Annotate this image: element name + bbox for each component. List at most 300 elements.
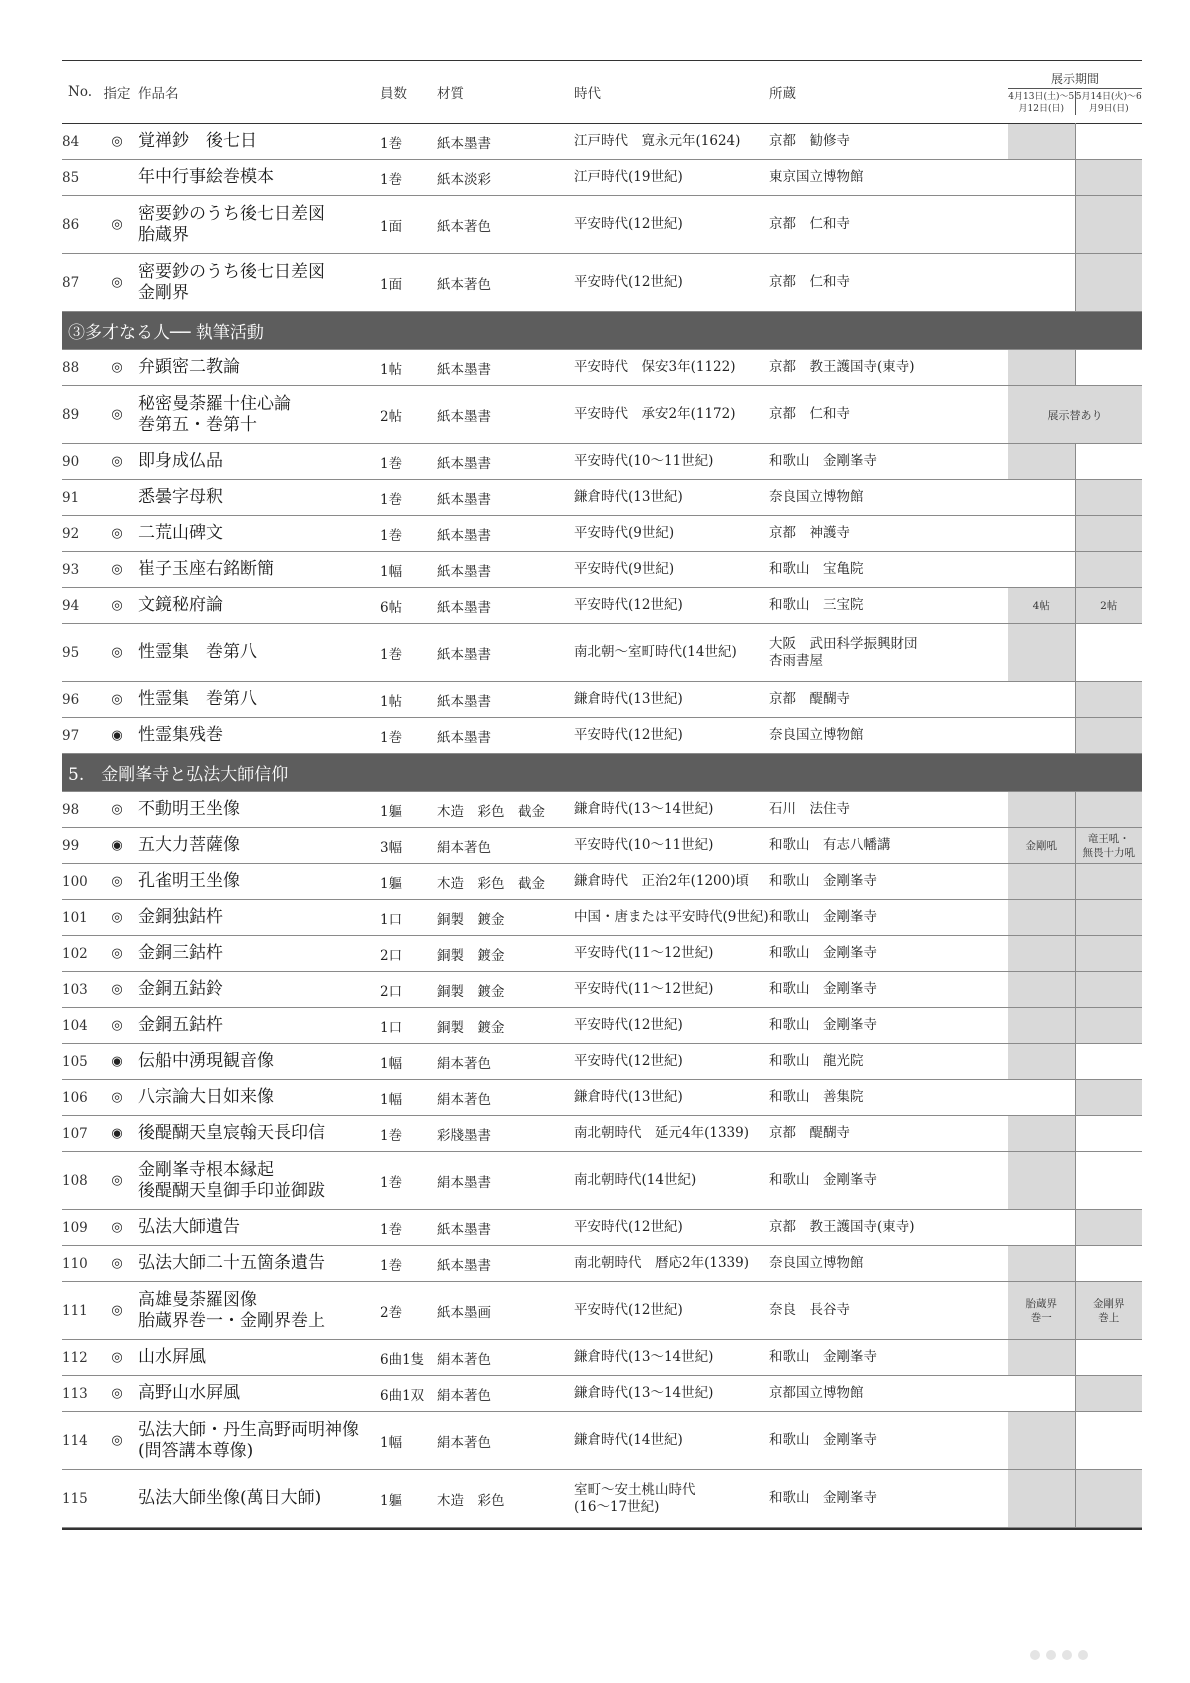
line: 南北朝～室町時代(14世紀) — [574, 644, 737, 660]
item-material: 紙本墨書 — [437, 563, 491, 580]
item-quantity: 1巻 — [380, 527, 403, 544]
line: 平安時代(11～12世紀) — [574, 981, 714, 997]
table-row — [62, 864, 1142, 900]
item-quantity: 1巻 — [380, 1174, 403, 1191]
period-2-note: 竜王吼・ 無畏十力吼 — [1075, 828, 1142, 864]
period-2-cell — [1075, 936, 1142, 972]
header-title: 作品名 — [138, 86, 179, 102]
line: 密要鈔のうち後七日差図 — [138, 203, 325, 224]
table-body — [62, 124, 1142, 1528]
line: 弁顕密二教論 — [138, 357, 240, 377]
period-1-cell — [1008, 718, 1075, 754]
period-1-cell — [1008, 936, 1075, 972]
item-title — [138, 386, 380, 444]
item-quantity: 6曲1双 — [380, 1387, 425, 1404]
item-owner — [769, 124, 1008, 160]
item-era — [574, 682, 769, 718]
line: 伝船中湧現観音像 — [138, 1051, 274, 1071]
line: 後醍醐天皇御手印並御跋 — [138, 1180, 325, 1201]
table-row — [62, 1282, 1142, 1340]
line: 平安時代(12世紀) — [574, 274, 683, 290]
item-era — [574, 160, 769, 196]
item-material: 木造 彩色 截金 — [437, 875, 545, 892]
item-owner — [769, 1080, 1008, 1116]
period-2-cell — [1075, 1412, 1142, 1470]
item-number: 98 — [62, 801, 80, 818]
line: 奈良国立博物館 — [769, 489, 864, 505]
item-quantity: 2帖 — [380, 408, 403, 425]
period-2-cell — [1075, 718, 1142, 754]
table-row — [62, 386, 1142, 444]
table-row — [62, 1246, 1142, 1282]
period-2-cell — [1075, 552, 1142, 588]
line: 和歌山 善集院 — [769, 1089, 864, 1105]
period-2-cell — [1075, 1152, 1142, 1210]
header-no: No. — [68, 84, 92, 100]
line: 和歌山 金剛峯寺 — [769, 981, 877, 997]
line: 石川 法住寺 — [769, 801, 850, 817]
line: 東京国立博物館 — [769, 169, 864, 185]
line: 和歌山 三宝院 — [769, 597, 864, 613]
item-number: 104 — [62, 1017, 88, 1034]
item-owner — [769, 1470, 1008, 1528]
item-owner — [769, 936, 1008, 972]
period-2-cell — [1075, 480, 1142, 516]
line: 杏雨書屋 — [769, 652, 823, 669]
designation-mark: ◉ — [111, 728, 123, 743]
item-number: 100 — [62, 873, 88, 890]
period-2-note: 2帖 — [1075, 588, 1142, 624]
item-era — [574, 1152, 769, 1210]
designation-mark: ◎ — [111, 217, 123, 232]
footer-dot — [1062, 1650, 1072, 1660]
item-era — [574, 792, 769, 828]
item-material: 絹本著色 — [437, 839, 491, 856]
item-owner — [769, 1210, 1008, 1246]
table-row — [62, 718, 1142, 754]
period-2-cell — [1075, 900, 1142, 936]
designation-mark: ◉ — [111, 1054, 123, 1069]
line: 和歌山 金剛峯寺 — [769, 453, 877, 469]
designation-mark: ◎ — [111, 526, 123, 541]
period-2-cell — [1075, 1116, 1142, 1152]
item-quantity: 2口 — [380, 947, 403, 964]
item-era — [574, 1282, 769, 1340]
item-title — [138, 516, 380, 552]
period-1-cell — [1008, 160, 1075, 196]
item-owner — [769, 444, 1008, 480]
period-2-cell — [1075, 1470, 1142, 1528]
line: 金銅五鈷鈴 — [138, 979, 223, 999]
exhibit-list-sheet — [62, 60, 1142, 1528]
period-2-cell — [1075, 254, 1142, 312]
item-title — [138, 552, 380, 588]
item-material: 紙本墨書 — [437, 408, 491, 425]
item-owner — [769, 828, 1008, 864]
period-1-note: 金剛吼 — [1008, 828, 1075, 864]
item-title — [138, 444, 380, 480]
designation-mark: ◎ — [111, 1018, 123, 1033]
table-row — [62, 1340, 1142, 1376]
line: 京都 神護寺 — [769, 525, 850, 541]
line: 平安時代 保安3年(1122) — [574, 359, 736, 375]
item-material: 紙本墨書 — [437, 729, 491, 746]
item-material: 紙本墨書 — [437, 527, 491, 544]
period-2-cell — [1075, 972, 1142, 1008]
line: 和歌山 宝亀院 — [769, 561, 864, 577]
item-era — [574, 864, 769, 900]
table-row — [62, 828, 1142, 864]
item-number: 105 — [62, 1053, 88, 1070]
period-2-cell — [1075, 1340, 1142, 1376]
designation-mark: ◎ — [111, 1386, 123, 1401]
item-material: 紙本墨書 — [437, 599, 491, 616]
item-era — [574, 718, 769, 754]
item-quantity: 1帖 — [380, 361, 403, 378]
period-2-cell — [1075, 160, 1142, 196]
period-2-cell — [1075, 792, 1142, 828]
item-number: 99 — [62, 837, 80, 854]
item-title — [138, 1116, 380, 1152]
item-owner — [769, 972, 1008, 1008]
line: 平安時代(11～12世紀) — [574, 945, 714, 961]
item-material: 紙本墨書 — [437, 361, 491, 378]
period-1-note: 胎蔵界 巻一 — [1008, 1282, 1075, 1340]
item-quantity: 1幅 — [380, 563, 403, 580]
line: 金銅独鈷杵 — [138, 907, 223, 927]
item-owner — [769, 386, 1008, 444]
period-2-cell — [1075, 682, 1142, 718]
table-row — [62, 1412, 1142, 1470]
item-owner — [769, 624, 1008, 682]
designation-mark: ◎ — [111, 562, 123, 577]
period-1-cell — [1008, 972, 1075, 1008]
item-quantity: 1巻 — [380, 1127, 403, 1144]
period-2-cell — [1075, 1080, 1142, 1116]
line: 平安時代(9世紀) — [574, 525, 675, 541]
period-1-cell — [1008, 682, 1075, 718]
line: 和歌山 金剛峯寺 — [769, 1490, 877, 1506]
item-title — [138, 588, 380, 624]
item-number: 112 — [62, 1349, 88, 1366]
item-number: 85 — [62, 169, 80, 186]
item-title — [138, 864, 380, 900]
header-designation: 指定 — [103, 86, 131, 102]
item-number: 90 — [62, 453, 80, 470]
line: 八宗論大日如来像 — [138, 1087, 274, 1107]
period-1-cell — [1008, 1044, 1075, 1080]
line: 和歌山 龍光院 — [769, 1053, 864, 1069]
designation-mark: ◎ — [111, 360, 123, 375]
item-title — [138, 1470, 380, 1528]
item-era — [574, 972, 769, 1008]
item-title — [138, 350, 380, 386]
item-number: 110 — [62, 1255, 88, 1272]
item-material: 絹本著色 — [437, 1387, 491, 1404]
item-era — [574, 480, 769, 516]
line: 胎蔵界 — [138, 224, 189, 245]
item-material: 紙本墨書 — [437, 693, 491, 710]
section-header — [62, 312, 1142, 350]
footer-decoration — [1030, 1650, 1088, 1660]
item-era — [574, 552, 769, 588]
item-title — [138, 1210, 380, 1246]
table-row — [62, 516, 1142, 552]
line: 山水屛風 — [138, 1347, 206, 1367]
item-owner — [769, 552, 1008, 588]
item-quantity: 1軀 — [380, 875, 403, 892]
line: 年中行事絵巻模本 — [138, 167, 274, 187]
designation-mark: ◎ — [111, 407, 123, 422]
header-era: 時代 — [574, 86, 601, 102]
designation-mark — [96, 1470, 138, 1528]
designation-mark — [96, 480, 138, 516]
table-row — [62, 160, 1142, 196]
item-era — [574, 900, 769, 936]
line: 京都 教王護国寺(東寺) — [769, 359, 915, 375]
line: 金銅三鈷杵 — [138, 943, 223, 963]
table-row — [62, 254, 1142, 312]
item-quantity: 1巻 — [380, 1257, 403, 1274]
line: 鎌倉時代(13～14世紀) — [574, 1349, 714, 1365]
line: 高雄曼荼羅図像 — [138, 1289, 257, 1310]
period-1-cell — [1008, 864, 1075, 900]
period-1-cell — [1008, 444, 1075, 480]
designation-mark: ◎ — [111, 1350, 123, 1365]
designation-mark: ◎ — [111, 598, 123, 613]
line: 弘法大師・丹生高野両明神像 — [138, 1419, 359, 1440]
period-1-cell — [1008, 1340, 1075, 1376]
item-title — [138, 1376, 380, 1412]
item-title — [138, 1152, 380, 1210]
item-material: 木造 彩色 截金 — [437, 803, 545, 820]
item-number: 115 — [62, 1490, 88, 1507]
item-owner — [769, 792, 1008, 828]
line: 平安時代(12世紀) — [574, 1053, 683, 1069]
item-quantity: 3幅 — [380, 839, 403, 856]
line: 京都 仁和寺 — [769, 406, 850, 422]
period-2-cell — [1075, 1008, 1142, 1044]
item-number: 89 — [62, 406, 80, 423]
item-material: 絹本墨書 — [437, 1174, 491, 1191]
period-1-cell — [1008, 1246, 1075, 1282]
item-quantity: 2巻 — [380, 1304, 403, 1321]
item-number: 96 — [62, 691, 80, 708]
period-1-cell — [1008, 552, 1075, 588]
item-quantity: 1帖 — [380, 693, 403, 710]
item-material: 紙本墨書 — [437, 1221, 491, 1238]
item-owner — [769, 516, 1008, 552]
item-material: 銅製 鍍金 — [437, 947, 505, 964]
period-title: 展示期間 — [1008, 70, 1142, 89]
section-title: ③多才なる人── 執筆活動 — [62, 312, 1142, 350]
line: 奈良国立博物館 — [769, 727, 864, 743]
line: 悉曇字母釈 — [138, 487, 223, 507]
line: 金銅五鈷杵 — [138, 1015, 223, 1035]
line: 平安時代 承安2年(1172) — [574, 406, 736, 422]
item-title — [138, 1246, 380, 1282]
item-quantity: 6帖 — [380, 599, 403, 616]
period-1-cell — [1008, 1412, 1075, 1470]
item-era — [574, 1246, 769, 1282]
item-title — [138, 718, 380, 754]
item-owner — [769, 900, 1008, 936]
period-2-cell — [1075, 1376, 1142, 1412]
item-era — [574, 1008, 769, 1044]
period-2-cell — [1075, 1044, 1142, 1080]
line: 南北朝時代(14世紀) — [574, 1172, 697, 1188]
line: 孔雀明王坐像 — [138, 871, 240, 891]
item-owner — [769, 718, 1008, 754]
designation-mark: ◎ — [111, 946, 123, 961]
item-material: 絹本著色 — [437, 1434, 491, 1451]
designation-mark: ◎ — [111, 134, 123, 149]
item-material: 紙本墨書 — [437, 1257, 491, 1274]
line: 平安時代(12世紀) — [574, 1219, 683, 1235]
item-quantity: 1巻 — [380, 729, 403, 746]
line: 京都 醍醐寺 — [769, 691, 850, 707]
item-number: 106 — [62, 1089, 88, 1106]
line: 秘密曼荼羅十住心論 — [138, 393, 291, 414]
period-1-cell — [1008, 1470, 1075, 1528]
item-title — [138, 1412, 380, 1470]
line: 文鏡秘府論 — [138, 595, 223, 615]
period-2-cell — [1075, 350, 1142, 386]
line: 鎌倉時代(13世紀) — [574, 489, 683, 505]
item-title — [138, 254, 380, 312]
item-number: 91 — [62, 489, 80, 506]
item-material: 銅製 鍍金 — [437, 983, 505, 1000]
item-number: 93 — [62, 561, 80, 578]
period-2-cell — [1075, 624, 1142, 682]
item-owner — [769, 196, 1008, 254]
item-owner — [769, 1282, 1008, 1340]
item-owner — [769, 1376, 1008, 1412]
item-owner — [769, 588, 1008, 624]
item-era — [574, 1210, 769, 1246]
item-quantity: 1幅 — [380, 1055, 403, 1072]
line: 奈良国立博物館 — [769, 1255, 864, 1271]
item-material: 銅製 鍍金 — [437, 1019, 505, 1036]
line: 和歌山 金剛峯寺 — [769, 1349, 877, 1365]
designation-mark: ◉ — [111, 1126, 123, 1141]
period-2-cell — [1075, 516, 1142, 552]
line: (問答講本尊像) — [138, 1440, 254, 1461]
item-number: 101 — [62, 909, 88, 926]
item-title — [138, 160, 380, 196]
item-quantity: 1面 — [380, 276, 403, 293]
line: 覚禅鈔 後七日 — [138, 131, 257, 151]
item-era — [574, 1412, 769, 1470]
line: (16～17世紀) — [574, 1498, 660, 1515]
designation-mark: ◎ — [111, 692, 123, 707]
designation-mark: ◉ — [111, 838, 123, 853]
item-quantity: 1面 — [380, 218, 403, 235]
item-quantity: 1幅 — [380, 1091, 403, 1108]
period-1-cell — [1008, 1080, 1075, 1116]
header-material: 材質 — [437, 86, 464, 102]
item-era — [574, 588, 769, 624]
line: 巻第五・巻第十 — [138, 414, 257, 435]
period-note: 展示替あり — [1008, 386, 1142, 444]
table-row — [62, 124, 1142, 160]
designation-mark: ◎ — [111, 1173, 123, 1188]
line: 和歌山 金剛峯寺 — [769, 1172, 877, 1188]
line: 二荒山碑文 — [138, 523, 223, 543]
line: 平安時代(12世紀) — [574, 727, 683, 743]
period-2-note: 金剛界 巻上 — [1075, 1282, 1142, 1340]
item-number: 88 — [62, 359, 80, 376]
item-material: 木造 彩色 — [437, 1492, 505, 1509]
line: 平安時代(12世紀) — [574, 597, 683, 613]
period-1-cell — [1008, 792, 1075, 828]
designation-mark: ◎ — [111, 874, 123, 889]
item-owner — [769, 1246, 1008, 1282]
designation-mark: ◎ — [111, 982, 123, 997]
item-number: 109 — [62, 1219, 88, 1236]
line: 南北朝時代 暦応2年(1339) — [574, 1255, 749, 1271]
table-row — [62, 1044, 1142, 1080]
section-header — [62, 754, 1142, 792]
table-row — [62, 972, 1142, 1008]
line: 京都 仁和寺 — [769, 216, 850, 232]
item-number: 108 — [62, 1172, 88, 1189]
table-row — [62, 900, 1142, 936]
line: 五大力菩薩像 — [138, 835, 240, 855]
line: 京都 勧修寺 — [769, 133, 850, 149]
period-2-cell — [1075, 196, 1142, 254]
line: 性霊集 巻第八 — [138, 689, 257, 709]
line: 中国・唐または平安時代(9世紀) — [574, 909, 769, 925]
line: 和歌山 有志八幡講 — [769, 837, 891, 853]
line: 弘法大師二十五箇条遺告 — [138, 1253, 325, 1273]
line: 南北朝時代 延元4年(1339) — [574, 1125, 749, 1141]
designation-mark: ◎ — [111, 1303, 123, 1318]
line: 江戸時代(19世紀) — [574, 169, 683, 185]
item-title — [138, 1008, 380, 1044]
item-quantity: 1巻 — [380, 455, 403, 472]
item-owner — [769, 1340, 1008, 1376]
exhibit-table — [62, 60, 1142, 1528]
item-title — [138, 480, 380, 516]
line: 和歌山 金剛峯寺 — [769, 1432, 877, 1448]
item-owner — [769, 1412, 1008, 1470]
item-title — [138, 792, 380, 828]
table-row — [62, 1080, 1142, 1116]
line: 弘法大師遺告 — [138, 1217, 240, 1237]
line: 性霊集残巻 — [138, 725, 223, 745]
designation-mark: ◎ — [111, 1090, 123, 1105]
item-era — [574, 444, 769, 480]
item-material: 紙本墨書 — [437, 491, 491, 508]
period-1-cell — [1008, 624, 1075, 682]
period-1-cell — [1008, 480, 1075, 516]
footer-dot — [1046, 1650, 1056, 1660]
line: 鎌倉時代(13～14世紀) — [574, 801, 714, 817]
period-2-cell — [1075, 444, 1142, 480]
item-era — [574, 1044, 769, 1080]
item-title — [138, 682, 380, 718]
line: 平安時代(9世紀) — [574, 561, 675, 577]
item-material: 紙本墨画 — [437, 1304, 491, 1321]
line: 弘法大師坐像(萬日大師) — [138, 1488, 322, 1508]
item-era — [574, 516, 769, 552]
item-owner — [769, 682, 1008, 718]
item-owner — [769, 1008, 1008, 1044]
item-material: 紙本著色 — [437, 218, 491, 235]
table-header — [62, 61, 1142, 124]
line: 即身成仏品 — [138, 451, 223, 471]
